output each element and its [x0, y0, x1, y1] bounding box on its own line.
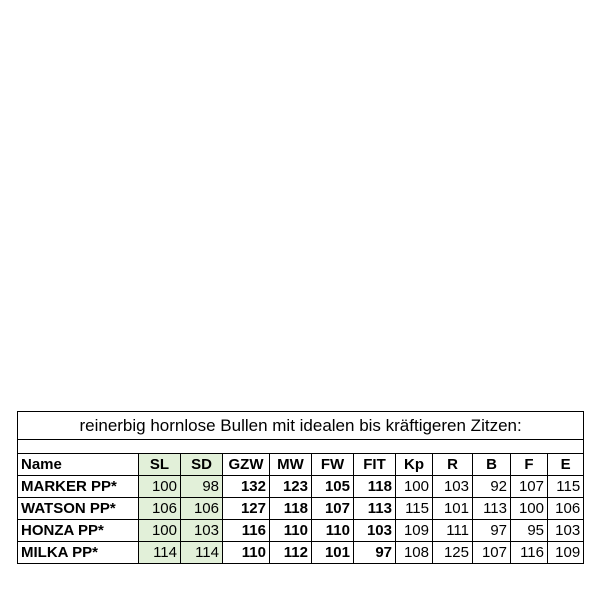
column-header-sl: SL: [139, 454, 181, 476]
cell-sl: 100: [139, 520, 181, 542]
cell-sl: 106: [139, 498, 181, 520]
cell-r: 125: [433, 542, 473, 564]
column-header-fit: FIT: [354, 454, 396, 476]
cell-fw: 105: [312, 476, 354, 498]
table-row: [18, 542, 584, 564]
cell-mw: 118: [270, 498, 312, 520]
cell-sd: 103: [181, 520, 223, 542]
column-header-f: F: [511, 454, 548, 476]
cell-f: 107: [511, 476, 548, 498]
column-header-fw: FW: [312, 454, 354, 476]
bull-table: [17, 411, 584, 564]
cell-fit: 103: [354, 520, 396, 542]
cell-fw: 110: [312, 520, 354, 542]
column-header-mw: MW: [270, 454, 312, 476]
cell-r: 111: [433, 520, 473, 542]
column-header-b: B: [473, 454, 511, 476]
column-header-sd: SD: [181, 454, 223, 476]
cell-b: 92: [473, 476, 511, 498]
cell-sd: 106: [181, 498, 223, 520]
bull-name: MILKA PP*: [18, 542, 139, 564]
cell-sd: 98: [181, 476, 223, 498]
cell-fit: 97: [354, 542, 396, 564]
cell-sl: 114: [139, 542, 181, 564]
cell-gzw: 132: [223, 476, 270, 498]
cell-kp: 109: [396, 520, 433, 542]
cell-b: 97: [473, 520, 511, 542]
cell-fw: 107: [312, 498, 354, 520]
cell-fit: 118: [354, 476, 396, 498]
column-header-r: R: [433, 454, 473, 476]
header-row: [18, 454, 584, 476]
cell-e: 106: [548, 498, 584, 520]
bull-name: MARKER PP*: [18, 476, 139, 498]
cell-kp: 108: [396, 542, 433, 564]
cell-e: 109: [548, 542, 584, 564]
table-title: reinerbig hornlose Bullen mit idealen bis kräftigeren Zitzen:: [18, 412, 584, 440]
cell-mw: 123: [270, 476, 312, 498]
cell-gzw: 110: [223, 542, 270, 564]
cell-f: 116: [511, 542, 548, 564]
bull-name: WATSON PP*: [18, 498, 139, 520]
cell-sl: 100: [139, 476, 181, 498]
table-row: [18, 476, 584, 498]
cell-kp: 100: [396, 476, 433, 498]
column-header-name: Name: [18, 454, 139, 476]
cell-kp: 115: [396, 498, 433, 520]
cell-e: 103: [548, 520, 584, 542]
cell-r: 101: [433, 498, 473, 520]
cell-f: 100: [511, 498, 548, 520]
cell-sd: 114: [181, 542, 223, 564]
column-header-e: E: [548, 454, 584, 476]
cell-b: 107: [473, 542, 511, 564]
cell-fit: 113: [354, 498, 396, 520]
cell-fw: 101: [312, 542, 354, 564]
spacer-row: [18, 440, 584, 454]
cell-mw: 110: [270, 520, 312, 542]
bull-name: HONZA PP*: [18, 520, 139, 542]
column-header-kp: Kp: [396, 454, 433, 476]
breeding-values-table-block: [17, 411, 583, 564]
cell-mw: 112: [270, 542, 312, 564]
column-header-gzw: GZW: [223, 454, 270, 476]
cell-f: 95: [511, 520, 548, 542]
table-row: [18, 520, 584, 542]
cell-r: 103: [433, 476, 473, 498]
cell-gzw: 127: [223, 498, 270, 520]
table-row: [18, 498, 584, 520]
cell-gzw: 116: [223, 520, 270, 542]
cell-e: 115: [548, 476, 584, 498]
cell-b: 113: [473, 498, 511, 520]
